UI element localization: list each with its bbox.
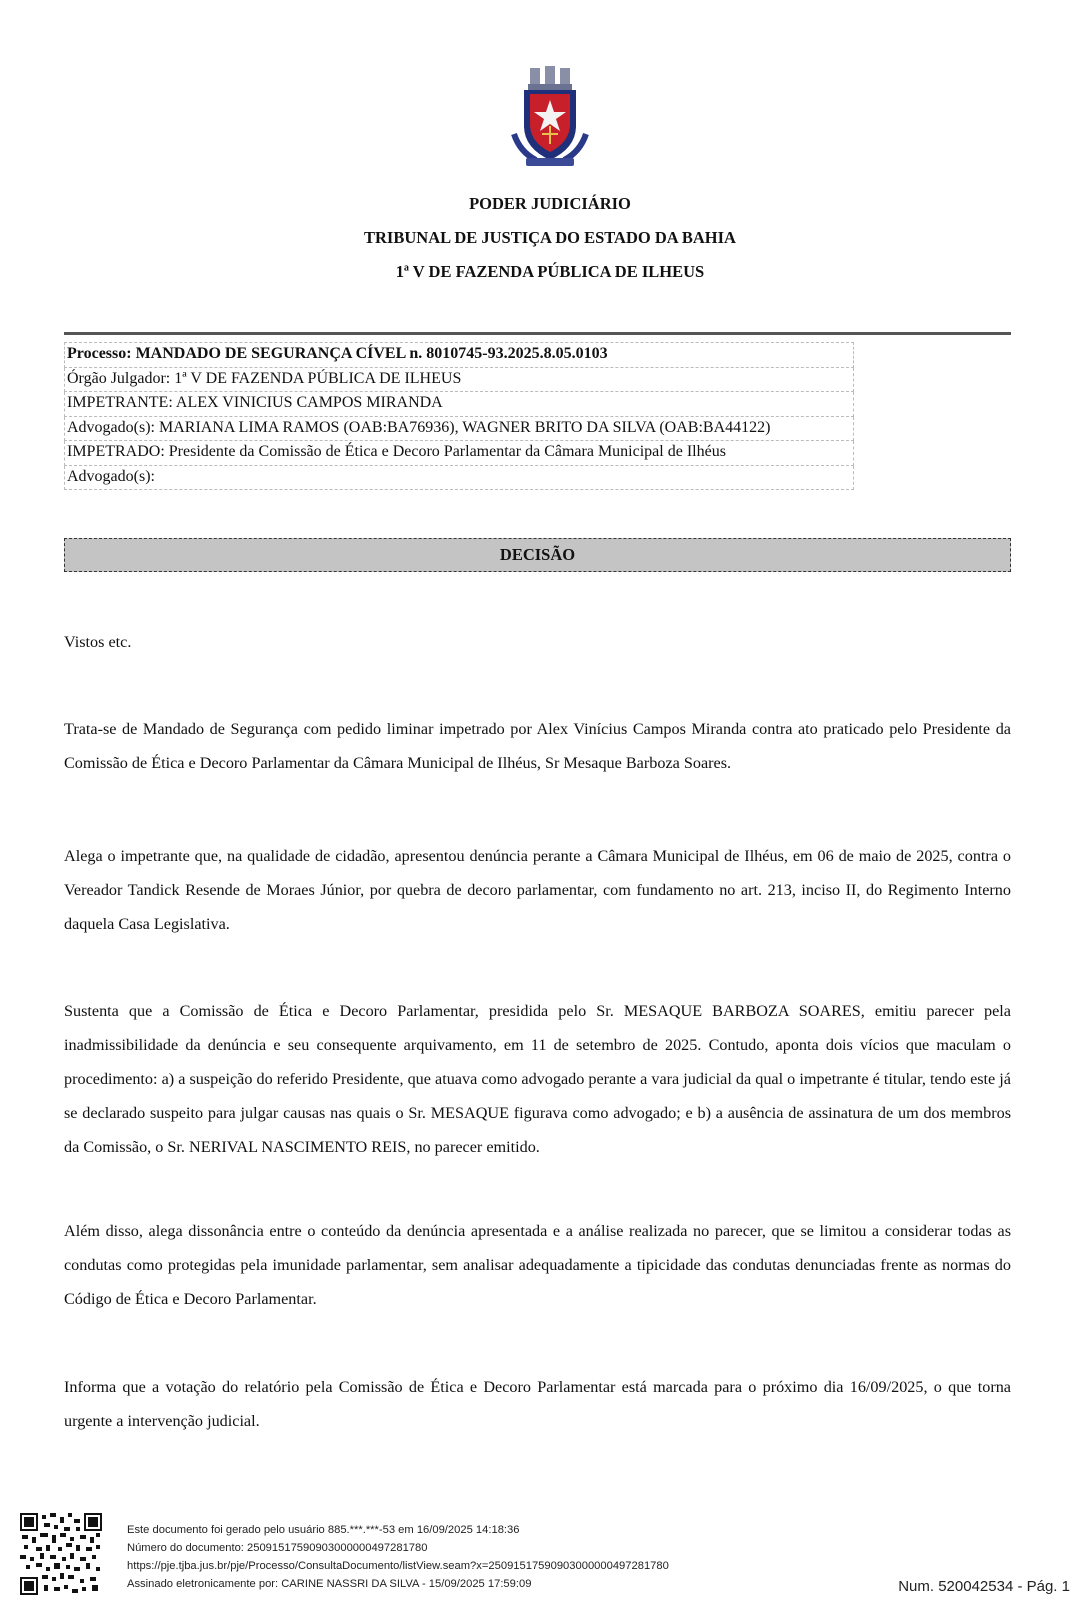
- qr-code-icon: [20, 1513, 102, 1595]
- court-coat-of-arms-icon: [510, 64, 590, 170]
- footer-document-number: Número do documento: 25091517590903000000497281780: [127, 1542, 428, 1554]
- paragraph-6: Informa que a votação do relatório pela Comissão de Ética e Decoro Parlamentar está marcada para o próximo dia 16/09/2025, o que torna urgente a intervenção judicial.: [64, 1378, 1011, 1430]
- header-court-division: 1ª V DE FAZENDA PÚBLICA DE ILHEUS: [395, 262, 705, 281]
- paragraph-1: Vistos etc.: [64, 633, 132, 651]
- paragraph-3: Alega o impetrante que, na qualidade de cidadão, apresentou denúncia perante a Câmara Municipal de Ilhéus, em 06 de maio de 2025, contra o Vereador Tandick Resende de Moraes Júnior, por quebra de decoro parlamentar, com fundamento no art. 213, inciso II, do Regimento Interno daquela Casa Legislativa.: [64, 847, 1011, 933]
- footer-generated-by: Este documento foi gerado pelo usuário 885.***.***-53 em 16/09/2025 14:18:36: [127, 1524, 520, 1536]
- judging-body: Órgão Julgador: 1ª V DE FAZENDA PÚBLICA DE ILHEUS: [64, 368, 854, 393]
- respondent-lawyers: Advogado(s):: [64, 466, 854, 491]
- footer-document-url[interactable]: https://pje.tjba.jus.br/pje/Processo/ConsultaDocumento/listView.seam?x=25091517590903000000497281780: [127, 1560, 669, 1572]
- header-court-name: TRIBUNAL DE JUSTIÇA DO ESTADO DA BAHIA: [364, 228, 736, 247]
- paragraph-2: Trata-se de Mandado de Segurança com pedido liminar impetrado por Alex Vinícius Campos Miranda contra ato praticado pelo Presidente da Comissão de Ética e Decoro Parlamentar da Câmara Municipal de Ilhéus, Sr Mesaque Barboza Soares.: [64, 720, 1011, 772]
- respondent: IMPETRADO: Presidente da Comissão de Ética e Decoro Parlamentar da Câmara Municipal de Ilhéus: [64, 441, 854, 466]
- document-footer: [127, 1521, 669, 1593]
- paragraph-4: Sustenta que a Comissão de Ética e Decoro Parlamentar, presidida pelo Sr. MESAQUE BARBOZA SOARES, emitiu parecer pela inadmissibilidade da denúncia e seu consequente arquivamento, em 11 de setembro de 2025. Contudo, aponta dois vícios que maculam o procedimento: a) a suspeição do referido Presidente, que atuava como advogado perante a vara judicial da qual o impetrante é titular, tendo este já se declarado suspeito para julgar causas nas quais o Sr. MESAQUE figurava como advogado; e b) a ausência de assinatura de um dos membros da Comissão, o Sr. NERIVAL NASCIMENTO REIS, no parecer emitido.: [64, 1002, 1011, 1156]
- footer-signature: Assinado eletronicamente por: CARINE NASSRI DA SILVA - 15/09/2025 17:59:09: [127, 1578, 532, 1590]
- process-info-box: [64, 342, 854, 490]
- petitioner: IMPETRANTE: ALEX VINICIUS CAMPOS MIRANDA: [64, 392, 854, 417]
- paragraph-5: Além disso, alega dissonância entre o conteúdo da denúncia apresentada e a análise realizada no parecer, que se limitou a considerar todas as condutas como protegidas pela imunidade parlamentar, sem analisar adequadamente a tipicidade das condutas denunciadas frente as normas do Código de Ética e Decoro Parlamentar.: [64, 1222, 1011, 1308]
- section-title-decision: DECISÃO: [64, 538, 1011, 572]
- petitioner-lawyers: Advogado(s): MARIANA LIMA RAMOS (OAB:BA76936), WAGNER BRITO DA SILVA (OAB:BA44122): [64, 417, 854, 442]
- process-number: Processo: MANDADO DE SEGURANÇA CÍVEL n. 8010745-93.2025.8.05.0103: [64, 342, 854, 368]
- page-number: Num. 520042534 - Pág. 1: [898, 1578, 1070, 1595]
- header-divider: [64, 332, 1011, 335]
- header-court-power: PODER JUDICIÁRIO: [469, 194, 631, 213]
